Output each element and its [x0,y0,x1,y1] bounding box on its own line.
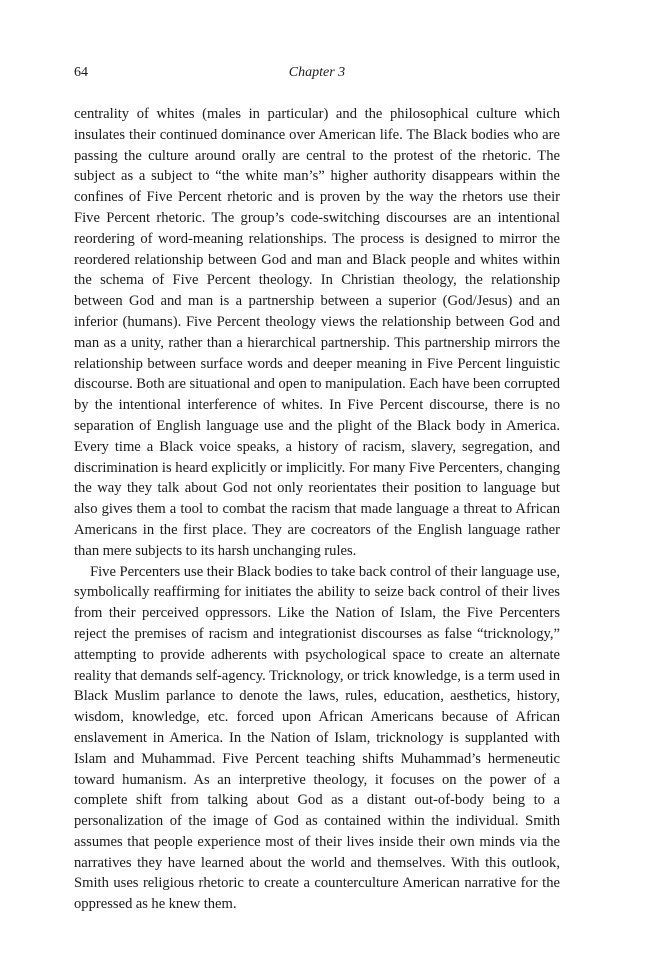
running-head [74,62,560,84]
paragraph-2: Five Percenters use their Black bodies to take back control of their language use, symbolically reaffirming for initiates the ability to seize back control of their lives from their perceived oppressors. Like the Nation of Islam, the Five Percenters reject the premises of racism and integrationist discourses as false “tricknology,” attempting to provide adherents with psychological space to create an alternate reality that demands self-agency. Tricknology, or trick knowledge, is a term used in Black Muslim parlance to denote the laws, rules, education, aesthetics, history, wisdom, knowledge, etc. forced upon African Americans because of African enslavement in America. In the Nation of Islam, tricknology is supplanted with Islam and Muhammad. Five Percent teaching shifts Muhammad’s hermeneutic toward humanism. As an interpretive theology, it focuses on the power of a complete shift from talking about God as a distant out-of-body being to a personalization of the image of God as contained within the individual. Smith assumes that people experience most of their lives inside their own minds via the narratives they have learned about the world and themselves. With this outlook, Smith uses religious rhetoric to create a counterculture American narrative for the oppressed as he knew them. [74,563,560,913]
book-page [74,62,560,915]
body-text [74,104,560,915]
page-number: 64 [74,65,88,80]
chapter-title: Chapter 3 [288,65,346,80]
paragraph-1: centrality of whites (males in particular) and the philosophical culture which insulates their continued dominance over American life. The Black bodies who are passing the culture around orally are central to the protest of the rhetoric. The subject as a subject to “the white man’s” higher authority disappears within the confines of Five Percent rhetoric and is proven by the way the rhetors use their Five Percent rhetoric. The group’s code-switching discourses are an intentional reordering of word-meaning relationships. The process is designed to mirror the reordered relationship between God and man and Black people and whites within the schema of Five Percent theology. In Christian theology, the relationship between God and man is a partnership between a superior (God/Jesus) and an inferior (humans). Five Percent theology views the relationship between God and man as a unity, rather than a hierarchical partnership. This partnership mirrors the relationship between surface words and deeper meaning in Five Percent linguistic discourse. Both are situational and open to manipulation. Each have been corrupted by the intentional interference of whites. In Five Percent discourse, there is no separation of English language use and the plight of the Black body in America. Every time a Black voice speaks, a history of racism, slavery, segregation, and discrimination is heard explicitly or implicitly. For many Five Percenters, changing the way they talk about God not only reorientates their position to language but also gives them a tool to combat the racism that made language a threat to African Americans in the first place. They are cocreators of the English language rather than mere subjects to its harsh unchanging rules. [74,106,560,559]
